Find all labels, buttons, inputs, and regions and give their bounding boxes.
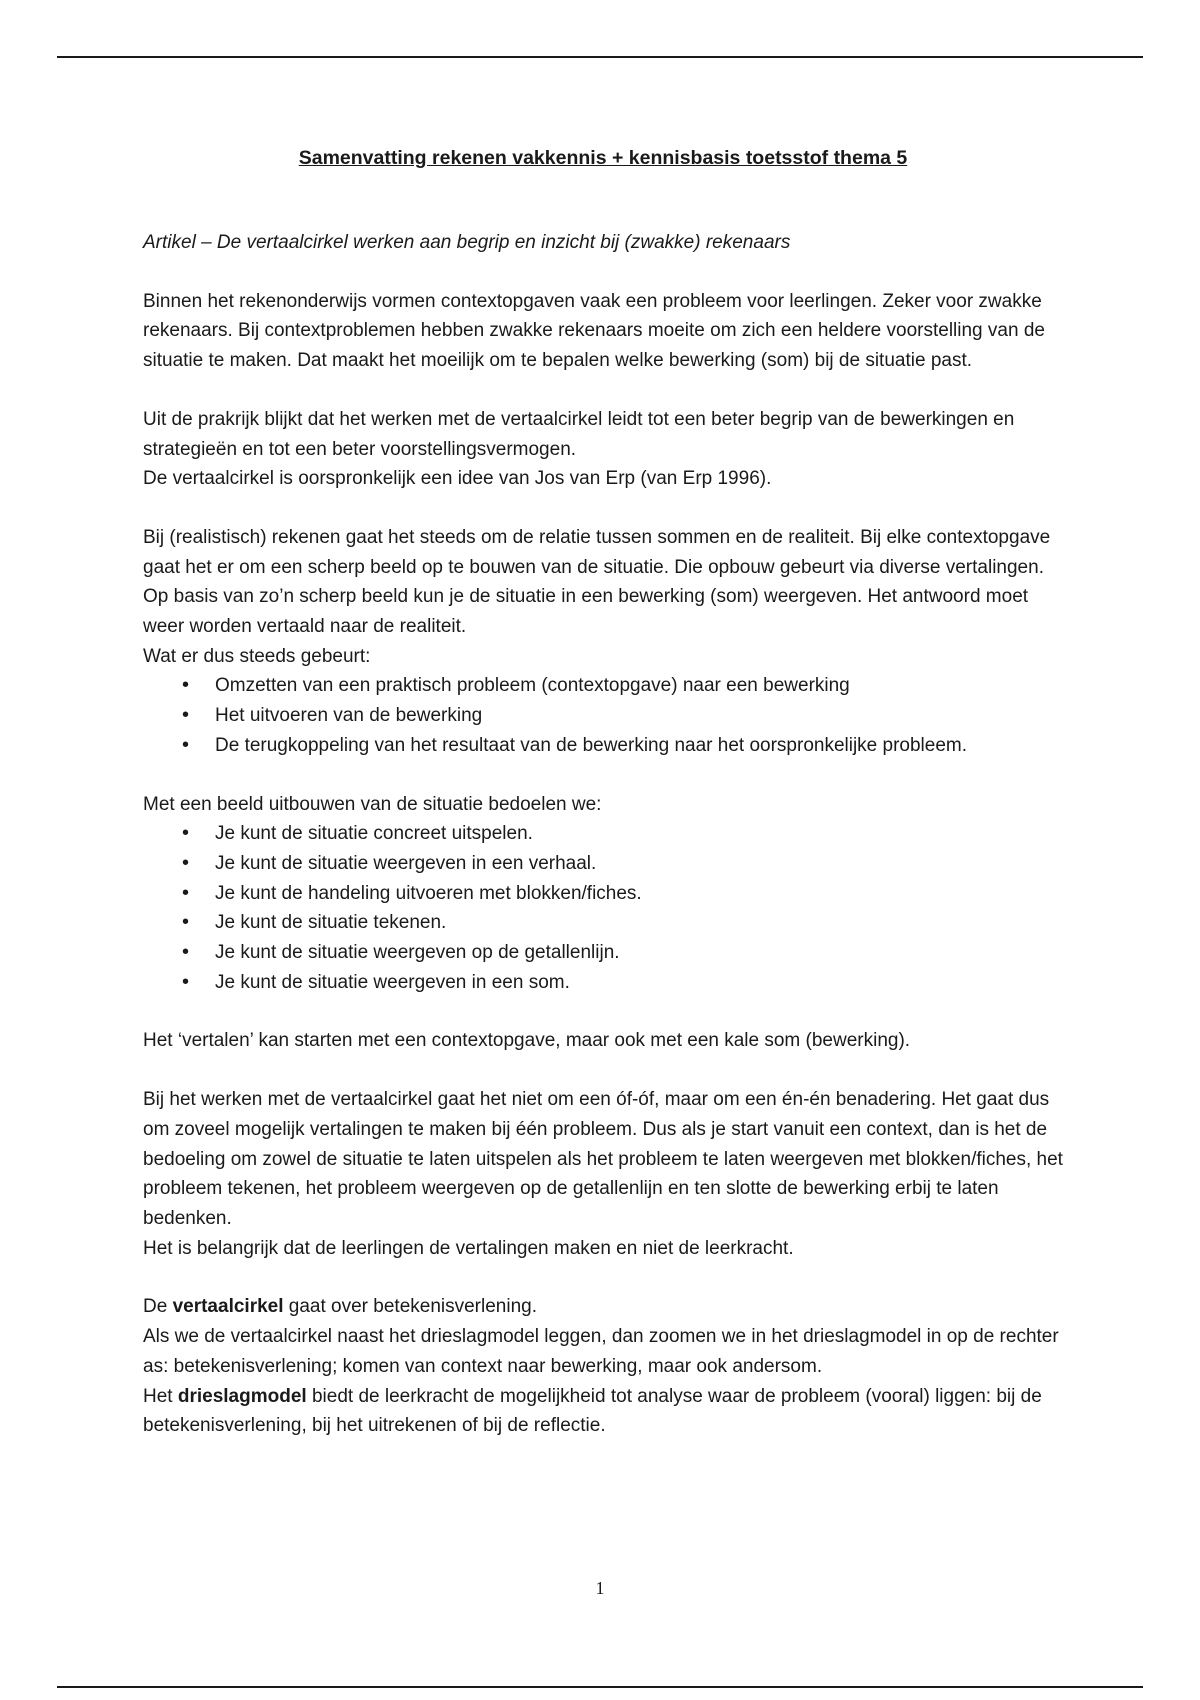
list-item: • Het uitvoeren van de bewerking: [215, 701, 1063, 731]
paragraph-vertaalcirkel: [143, 1292, 1063, 1322]
footer-rule: [57, 1686, 1143, 1688]
text-fragment: gaat over betekenisverlening.: [283, 1296, 537, 1318]
article-subtitle: Artikel – De vertaalcirkel werken aan begrip en inzicht bij (zwakke) rekenaars: [143, 232, 791, 253]
image-list: [143, 819, 1063, 997]
list-item: • Je kunt de situatie weergeven in een verhaal.: [215, 849, 1063, 879]
list-item: • Je kunt de situatie tekenen.: [215, 908, 1063, 938]
paragraph-image-intro: Met een beeld uitbouwen van de situatie bedoelen we:: [143, 793, 602, 815]
text-fragment: De: [143, 1296, 173, 1318]
header-rule: [57, 56, 1143, 58]
list-item: • Je kunt de situatie weergeven in een som.: [215, 968, 1063, 998]
paragraph-drieslag-compare: Als we de vertaalcirkel naast het drieslagmodel leggen, dan zoomen we in het drieslagmodel in op de rechter as: betekenisverlening; komen van context naar bewerking, maar ook andersom.: [143, 1326, 1059, 1377]
text-fragment: biedt de leerkracht de mogelijkheid tot analyse waar de probleem (vooral) liggen: bij de betekenisverlening, bij het uitrekenen of bij de reflectie.: [143, 1385, 1042, 1437]
text-fragment: Het: [143, 1385, 178, 1407]
paragraph-drieslagmodel: [143, 1382, 1063, 1441]
list-item: • De terugkoppeling van het resultaat van de bewerking naar het oorspronkelijke probleem.: [215, 731, 1063, 761]
list-item: • Je kunt de handeling uitvoeren met blokken/fiches.: [215, 879, 1063, 909]
paragraph-translate: Het ‘vertalen’ kan starten met een contextopgave, maar ook met een kale som (bewerking).: [143, 1030, 911, 1052]
list-item: • Je kunt de situatie concreet uitspelen.: [215, 819, 1063, 849]
paragraph-origin: De vertaalcirkel is oorspronkelijk een idee van Jos van Erp (van Erp 1996).: [143, 468, 772, 490]
paragraph-realistic: Bij (realistisch) rekenen gaat het steeds om de relatie tussen sommen en de realiteit. Bij elke contextopgave gaat het er om een scherp beeld op te bouwen van de situatie. Die opbouw gebeurt via diverse vertalingen. Op basis van zo’n scherp beeld kun je de situatie in een bewerking (som) weergeven. Het antwoord moet weer worden vertaald naar de realiteit.: [143, 526, 1051, 638]
document-title: Samenvatting rekenen vakkennis + kennisbasis toetsstof thema 5: [298, 147, 908, 169]
bold-term-vertaalcirkel: vertaalcirkel: [172, 1296, 284, 1318]
steps-list: [143, 671, 1063, 760]
paragraph-steps-intro: Wat er dus steeds gebeurt:: [143, 645, 371, 667]
paragraph-approach: Bij het werken met de vertaalcirkel gaat het niet om een óf-óf, maar om een én-én benadering. Het gaat dus om zoveel mogelijk vertalingen te maken bij één probleem. Dus als je start vanuit een context, dan is het de bedoeling om zowel de situatie te laten uitspelen als het probleem te laten weergeven met blokken/fiches, het probleem tekenen, het probleem weergeven op de getallenlijn en ten slotte de bewerking erbij te laten bedenken.: [143, 1089, 1063, 1229]
document-body: [143, 140, 1063, 1441]
bold-term-drieslagmodel: drieslagmodel: [177, 1385, 307, 1407]
paragraph-intro: Binnen het rekenonderwijs vormen contextopgaven vaak een probleem voor leerlingen. Zeker voor zwakke rekenaars. Bij contextproblemen hebben zwakke rekenaars moeite om zich een heldere voorstelling van de situatie te maken. Dat maakt het moeilijk om te bepalen welke bewerking (som) bij de situatie past.: [143, 290, 1045, 372]
paragraph-important: Het is belangrijk dat de leerlingen de vertalingen maken en niet de leerkracht.: [143, 1237, 794, 1259]
list-item: • Je kunt de situatie weergeven op de getallenlijn.: [215, 938, 1063, 968]
page-number: 1: [595, 1578, 605, 1598]
paragraph-practice: Uit de prakrijk blijkt dat het werken met de vertaalcirkel leidt tot een beter begrip van de bewerkingen en strategieën en tot een beter voorstellingsvermogen.: [143, 408, 1015, 460]
list-item: • Omzetten van een praktisch probleem (contextopgave) naar een bewerking: [215, 671, 1063, 701]
